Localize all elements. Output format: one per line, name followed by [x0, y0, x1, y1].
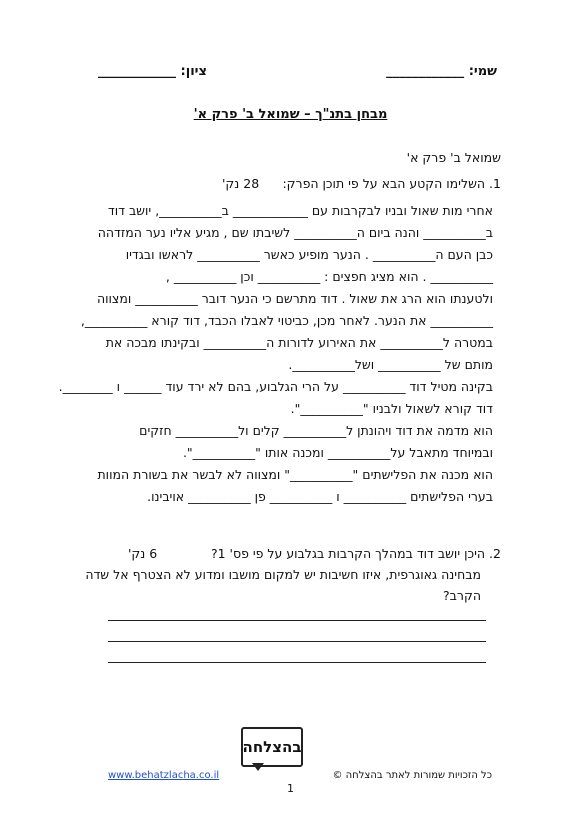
- logo-speech-tail-icon: [252, 763, 264, 771]
- logo-text: בהצלחה: [242, 738, 302, 756]
- name-field[interactable]: [386, 64, 497, 79]
- page-title: מבחן בתנ"ך – שמואל ב' פרק א': [193, 107, 388, 122]
- fill-line[interactable]: בערי הפלישתים __________ ו __________ פן __________ אויבינו.: [147, 489, 493, 504]
- answer-line[interactable]: [108, 641, 486, 642]
- fill-line[interactable]: ולטענתו הוא הרג את שאול . דוד מתרשם כי הנער דובר __________ ומצווה: [96, 291, 493, 306]
- question-1-fill-paragraph: [58, 200, 493, 508]
- question-1-text: 1. השלימו הקטע הבא על פי תוכן הפרק:: [282, 176, 501, 191]
- footer-copyright: כל הזכויות שמורות לאתר בהצלחה ©: [332, 770, 492, 781]
- page-number: 1: [287, 782, 294, 795]
- chapter-reference: שמואל ב' פרק א': [406, 150, 501, 165]
- question-2-text: 2. היכן יושב דוד במהלך הקרבות בגלבוע על פי פס' 1?: [210, 546, 501, 561]
- grade-blank[interactable]: ____________: [98, 64, 176, 79]
- grade-label: ציון:: [180, 64, 207, 79]
- fill-line[interactable]: אחרי מות שאול ובניו לבקרבות עם ____________ ב__________, יושב דוד: [107, 203, 493, 218]
- question-2-points: 6 נק': [128, 546, 158, 561]
- answer-line[interactable]: [108, 662, 486, 663]
- behatzlacha-logo: [241, 727, 303, 767]
- question-1-points: 28 נק': [222, 176, 260, 191]
- fill-line[interactable]: כבן העם ה__________ . הנער מופיע כאשר __________ לראשו ובגדיו: [125, 247, 493, 262]
- question-2-subtext: מבחינה גאוגרפית, איזו חשיבות יש למקום מושבו ומדוע לא הצטרף אל שדה: [85, 567, 481, 582]
- footer-url-link[interactable]: www.behatzlacha.co.il: [108, 770, 220, 781]
- question-2-subtext-end: הקרב?: [443, 588, 481, 603]
- name-label: שמי:: [468, 64, 497, 79]
- fill-line[interactable]: הוא מכנה את הפלישתים "__________" ומצווה לא לבשר את בשורת המוות: [97, 467, 493, 482]
- fill-line[interactable]: הוא מדמה את דוד ויהונתן ל__________ קלים ול__________ חזקים: [139, 423, 493, 438]
- fill-line[interactable]: __________ את הנער. לאחר מכן, כביטוי לאבלו הכבד, דוד קורא __________,: [80, 313, 493, 328]
- fill-line[interactable]: בקינה מטיל דוד __________ על הרי הגלבוע, בהם לא ירד עוד ______ ו ________.: [58, 379, 493, 394]
- grade-field[interactable]: [98, 64, 207, 79]
- fill-line[interactable]: במטרה ל__________ את האירוע לדורות ה__________ ובקינתו מבכה את: [105, 335, 493, 350]
- fill-line[interactable]: דוד קורא לשאול ולבניו "__________".: [290, 401, 493, 416]
- fill-line[interactable]: מותם של __________ ושל__________.: [288, 357, 493, 372]
- fill-line[interactable]: ב__________ והנה ביום ה__________ לשיבתו שם , מגיע אליו נער המזדהה: [97, 225, 493, 240]
- fill-line[interactable]: ובמיוחד מתאבל על__________ ומכנה אותו "__________".: [182, 445, 493, 460]
- name-blank[interactable]: ____________: [386, 64, 465, 79]
- fill-line[interactable]: __________ . הוא מציג חפצים : __________ וכן __________ ,: [165, 269, 493, 284]
- answer-line[interactable]: [108, 620, 486, 621]
